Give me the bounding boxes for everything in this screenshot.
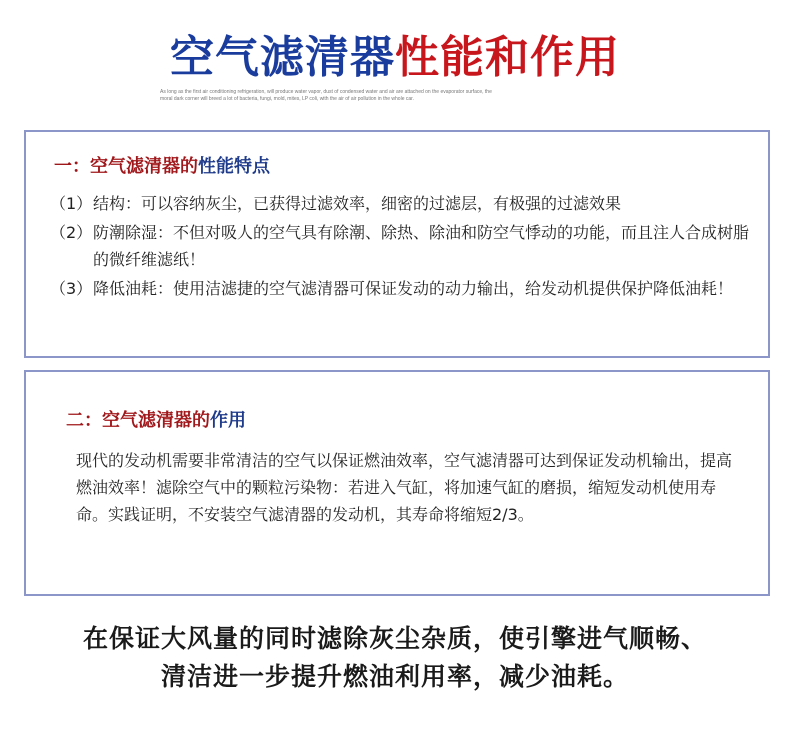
page-title-red: 性能和作用 — [395, 32, 620, 83]
section1-heading-blue: 性能特点 — [198, 156, 270, 177]
section1-heading-red: 一：空气滤清器的 — [54, 156, 198, 177]
function-paragraph: 现代的发动机需要非常清洁的空气以保证燃油效率，空气滤清器可达到保证发动机输出，提高燃油效率！滤除空气中的颗粒污染物：若进入气缸，将加速气缸的磨损，缩短发动机使用寿命。实践证明，不安装空气滤清器的发动机，其寿命将缩短2/3。 — [76, 451, 733, 524]
item-number: （3） — [50, 279, 93, 298]
item-text: 降低油耗：使用洁滤捷的空气滤清器可保证发动的动力输出，给发动机提供保护降低油耗！ — [93, 279, 734, 298]
item-text: 结构：可以容纳灰尘，已获得过滤效率，细密的过滤层，有极强的过滤效果 — [93, 194, 622, 213]
page-title — [0, 32, 790, 84]
slogan-line-1: 在保证大风量的同时滤除灰尘杂质，使引擎进气顺畅、 — [82, 624, 707, 653]
function-box — [24, 370, 770, 596]
section1-heading — [54, 152, 270, 178]
page-subtitle: As long as the first air conditioning refrigeration, will produce water vapor, dust of condensed water and air are attached on the evaporator surface, the moral dark corner will breed a lot of bacteria, fungi, mold, mites, LP coli, with the air of air pollution in the whole car. — [160, 89, 492, 102]
feature-list — [50, 190, 760, 304]
list-item — [50, 275, 760, 302]
slogan-line-2: 清洁进一步提升燃油利用率，减少油耗。 — [160, 662, 629, 691]
page-title-blue: 空气滤清器 — [170, 32, 395, 83]
performance-features-box — [24, 130, 770, 358]
list-item — [50, 219, 760, 273]
item-text: 防潮除湿：不但对吸人的空气具有除潮、除热、除油和防空气悸动的功能，而且注人合成树脂的微纤维滤纸！ — [93, 223, 750, 269]
list-item — [50, 190, 760, 217]
section2-heading-red: 二：空气滤清器的 — [66, 410, 210, 431]
item-number: （1） — [50, 194, 93, 213]
slogan — [0, 620, 790, 696]
section2-heading — [66, 406, 246, 432]
item-number: （2） — [50, 223, 93, 242]
section2-heading-blue: 作用 — [210, 410, 246, 431]
